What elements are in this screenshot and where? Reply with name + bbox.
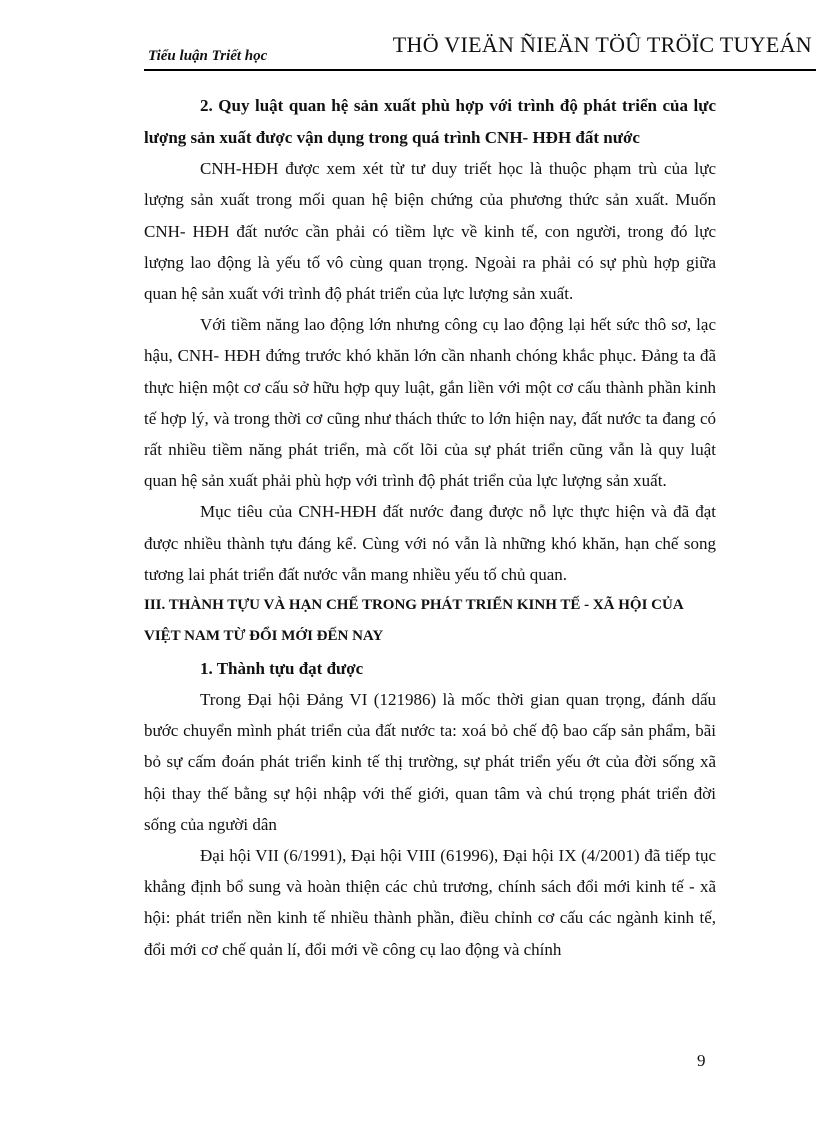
header-rule bbox=[144, 69, 816, 71]
section-2-heading: 2. Quy luật quan hệ sản xuất phù hợp với trình độ phát triển của lực lượng sản xuất được vận dụng trong quá trình CNH- HĐH đất nước bbox=[144, 96, 716, 147]
paragraph: Trong Đại hội Đảng VI (121986) là mốc thời gian quan trọng, đánh dấu bước chuyển mình phát triển của đất nước ta: xoá bỏ chế độ bao cấp sản phẩm, bãi bỏ sự cấm đoán phát triển kinh tế thị trường, sự phát triển yếu ớt của đời sống xã hội thay thế bằng sự hội nhập với thế giới, quan tâm và chú trọng phát triển đời sống của người dân bbox=[144, 690, 716, 834]
paragraph: Với tiềm năng lao động lớn nhưng công cụ lao động lại hết sức thô sơ, lạc hậu, CNH- HĐH đứng trước khó khăn lớn cần nhanh chóng khắc phục. Đảng ta đã thực hiện một cơ cấu sở hữu hợp quy luật, gắn liền với một cơ cấu thành phần kinh tế hợp lý, và trong thời cơ cũng như thách thức to lớn hiện nay, đất nước ta đang có rất nhiều tiềm năng phát triển, mà cốt lõi của sự phát triển cũng vẫn là quy luật quan hệ sản xuất phải phù hợp với trình độ phát triển của lực lượng sản xuất. bbox=[144, 315, 716, 491]
page-header-right: THÖ VIEÄN ÑIEÄN TÖÛ TRÖÏC TUYEÁN bbox=[392, 32, 812, 57]
paragraph: Mục tiêu của CNH-HĐH đất nước đang được nỗ lực thực hiện và đã đạt được nhiều thành tựu đáng kể. Cùng với nó vẫn là những khó khăn, hạn chế song tương lai phát triển đất nước vẫn mang nhiều yếu tố chủ quan. bbox=[144, 502, 716, 584]
section-3-heading: III. THÀNH TỰU VÀ HẠN CHẾ TRONG PHÁT TRIỂN KINH TẾ - XÃ HỘI CỦA VIỆT NAM TỪ ĐỔI MỚI ĐẾN NAY bbox=[144, 597, 683, 645]
paragraph: Đại hội VII (6/1991), Đại hội VIII (61996), Đại hội IX (4/2001) đã tiếp tục khẳng định bổ sung và hoàn thiện các chủ trương, chính sách đổi mới kinh tế - xã hội: phát triển nền kinh tế nhiều thành phần, điều chỉnh cơ cấu các ngành kinh tế, đổi mới cơ chế quản lí, đổi mới về công cụ lao động và chính bbox=[144, 846, 716, 959]
paragraph: CNH-HĐH được xem xét từ tư duy triết học là thuộc phạm trù của lực lượng sản xuất trong mối quan hệ biện chứng của phương thức sản xuất. Muốn CNH- HĐH đất nước cần phải có tiềm lực về kinh tế, con người, trong đó lực lượng lao động là yếu tố vô cùng quan trọng. Ngoài ra phải có sự phù hợp giữa quan hệ sản xuất với trình độ phát triển của lực lượng sản xuất. bbox=[144, 159, 716, 303]
page-header-left: Tiểu luận Triết học bbox=[148, 48, 268, 64]
section-3-1-heading: 1. Thành tựu đạt được bbox=[200, 658, 364, 678]
page-number: 9 bbox=[697, 1051, 706, 1070]
document-body bbox=[144, 90, 716, 965]
